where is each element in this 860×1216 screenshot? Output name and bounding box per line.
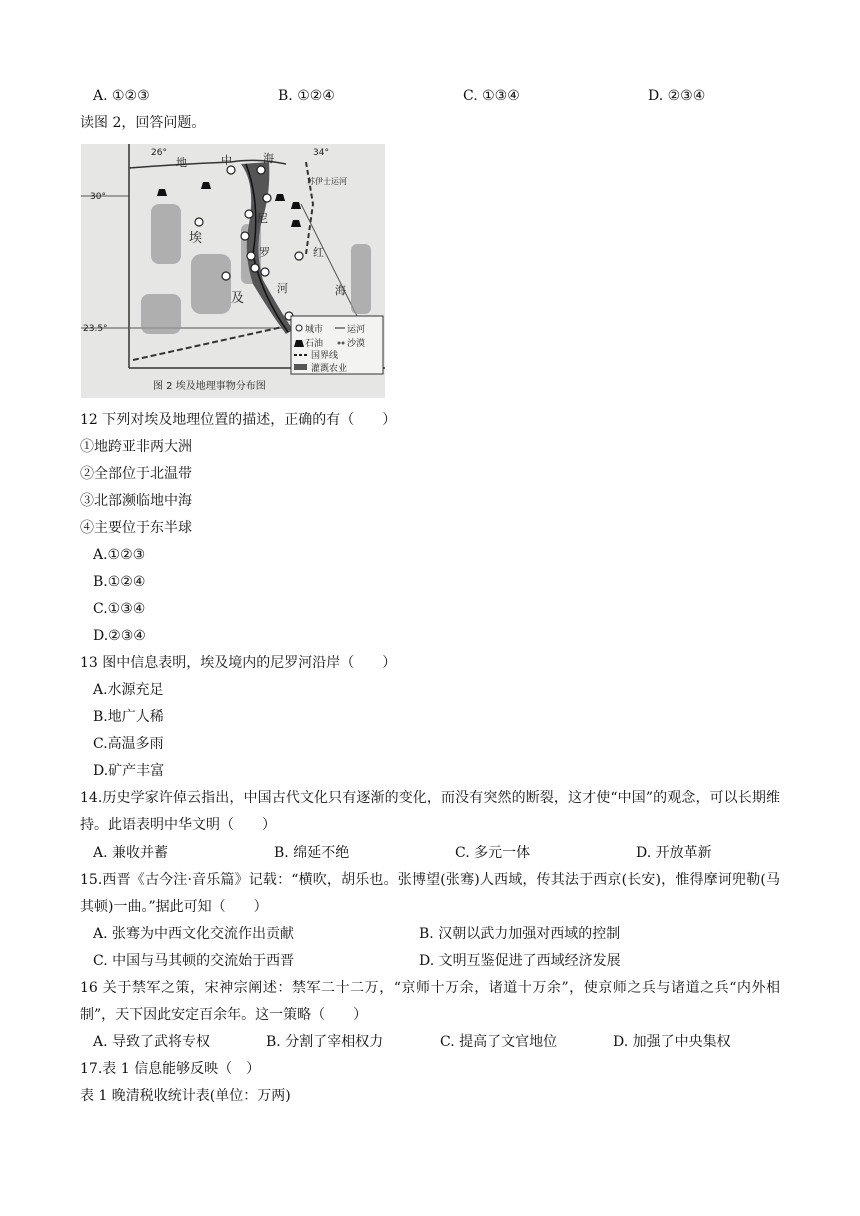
egypt-map (81, 144, 385, 398)
label-zhong: 中 (221, 154, 232, 167)
q15-option-d: D. 文明互鉴促进了西域经济发展 (419, 953, 621, 969)
q12-option-a: A.①②③ (93, 547, 146, 563)
q12-item-4: ④主要位于东半球 (80, 520, 192, 536)
q15-option-c: C. 中国与马其顿的交流始于西晋 (93, 953, 295, 969)
q12-option-c: C.①③④ (93, 601, 146, 617)
label-hong: 红 (313, 246, 324, 259)
q13-option-c: C.高温多雨 (93, 736, 164, 752)
label-hai1: 海 (263, 152, 274, 165)
q15-stem: 15.西晋《古今注·音乐篇》记载：“横吹，胡乐也。张博望(张骞)人西域，传其法于西京(长安)，惟得摩诃兜勒(马其顿)一曲。”据此可知（ ） (80, 872, 780, 915)
q13-option-b: B.地广人稀 (93, 709, 164, 725)
legend-irrigation: 灌溉农业 (311, 364, 348, 374)
legend-oil: 石油 (305, 339, 324, 349)
q16-option-a: A. 导致了武将专权 (93, 1034, 211, 1050)
q13-option-d: D.矿产丰富 (93, 763, 165, 779)
top-option-d: D. ②③④ (648, 88, 706, 104)
top-option-c: C. ①③④ (463, 88, 520, 104)
label-di: 地 (176, 156, 187, 169)
q12-item-3: ③北部濒临地中海 (80, 493, 192, 509)
q12-item-2: ②全部位于北温带 (80, 466, 192, 482)
q14-stem: 14.历史学家许倬云指出，中国古代文化只有逐渐的变化，而没有突然的断裂，这才使“中国”的观念，可以长期维持。此语表明中华文明（ ） (80, 790, 780, 833)
q13-option-a: A.水源充足 (93, 682, 164, 698)
q14-option-d: D. 开放革新 (636, 845, 712, 861)
q16-option-c: C. 提高了文官地位 (440, 1034, 558, 1050)
label-luo: 罗 (259, 246, 270, 259)
legend-city: 城市 (305, 325, 324, 335)
q15-option-a: A. 张骞为中西文化交流作出贡献 (93, 926, 295, 942)
q17-table-title: 表 1 晚清税收统计表(单位：万两) (80, 1088, 291, 1104)
label-hai2: 海 (335, 284, 346, 297)
lat-label-30: 30° (90, 192, 106, 202)
q14-option-a: A. 兼收并蓄 (93, 845, 169, 861)
q12-option-d: D.②③④ (93, 628, 146, 644)
q16-option-d: D. 加强了中央集权 (613, 1034, 731, 1050)
q14-option-b: B. 绵延不绝 (274, 845, 350, 861)
q15-option-b: B. 汉朝以武力加强对西域的控制 (419, 926, 621, 942)
read-prompt: 读图 2，回答问题。 (80, 115, 206, 131)
label-ai: 埃 (189, 231, 203, 246)
top-option-a: A. ①②③ (93, 88, 150, 104)
q16-stem: 16 关于禁军之策，宋神宗阐述：禁军二十二万，“京师十万余，诸道十万余”，使京师之兵与诸道之兵“内外相制”，天下因此安定百余年。这一策略（ ） (80, 980, 780, 1023)
label-ji: 及 (231, 291, 245, 306)
top-option-b: B. ①②④ (278, 88, 335, 104)
lon-label-34: 34° (313, 148, 329, 158)
legend-border: 国界线 (311, 351, 339, 361)
legend-desert: 沙漠 (347, 339, 366, 349)
q13-stem: 13 图中信息表明，埃及境内的尼罗河沿岸（ ） (80, 655, 397, 671)
label-he: 河 (277, 282, 288, 295)
map-caption: 图 2 埃及地理事物分布图 (153, 381, 266, 392)
label-ni: 尼 (257, 212, 268, 225)
q16-option-b: B. 分割了宰相权力 (266, 1034, 384, 1050)
legend-canal: 运河 (347, 325, 366, 335)
q12-option-b: B.①②④ (93, 574, 146, 590)
egypt-map-figure (81, 144, 385, 398)
lon-label-26: 26° (151, 148, 167, 158)
q17-stem: 17.表 1 信息能够反映（ ） (80, 1061, 261, 1077)
label-suez: 苏伊士运河 (307, 177, 347, 186)
q14-option-c: C. 多元一体 (455, 845, 531, 861)
q12-stem: 12 下列对埃及地理位置的描述，正确的有（ ） (80, 412, 397, 428)
lat-label-23-5: 23.5° (83, 324, 108, 334)
q12-item-1: ①地跨亚非两大洲 (80, 439, 192, 455)
